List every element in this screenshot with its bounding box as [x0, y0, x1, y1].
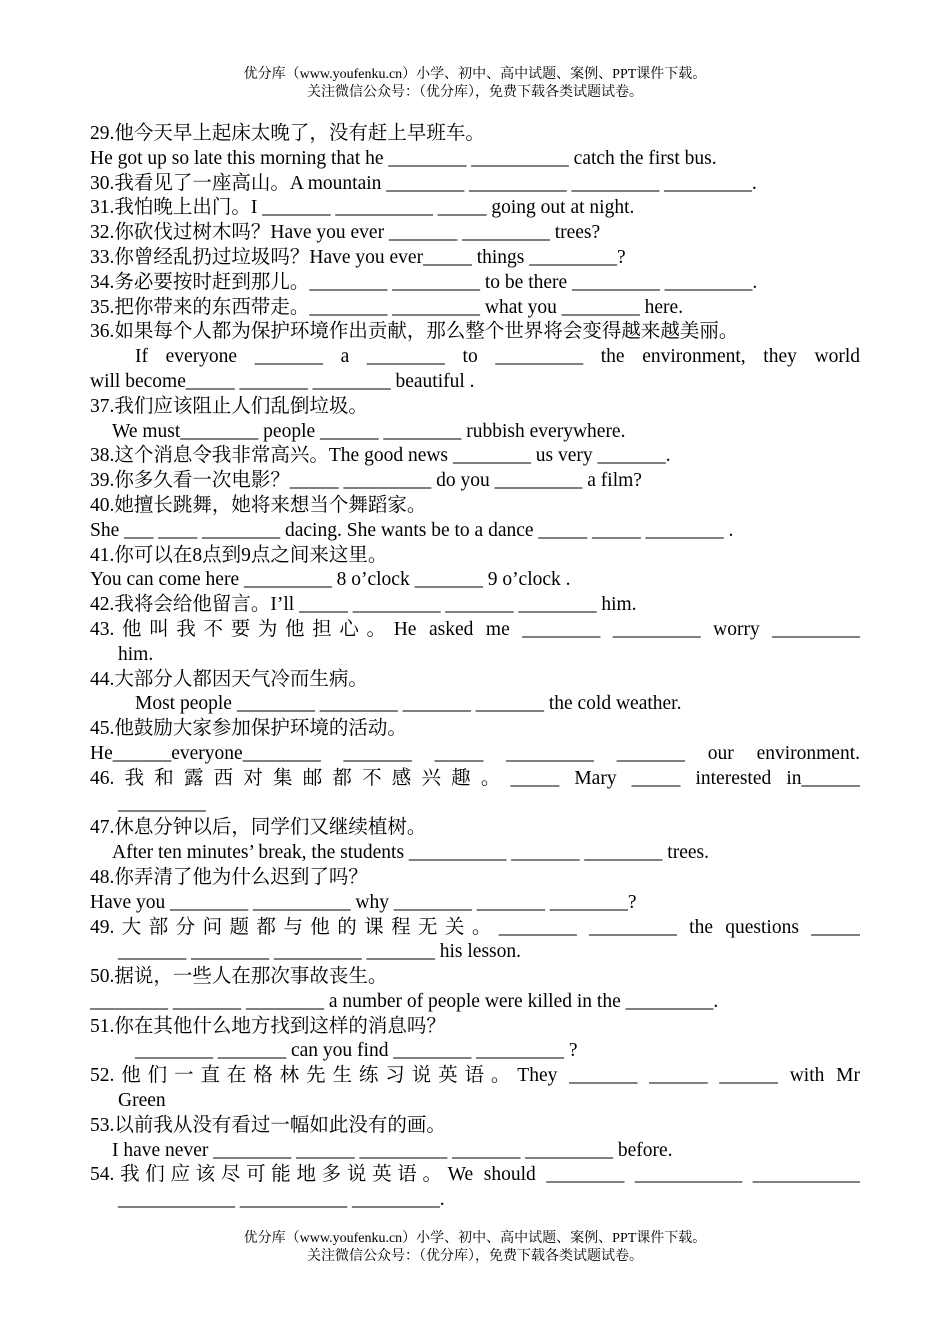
- exercise-line: She ___ ____ ________ dacing. She wants be to a dance _____ _____ ________ .: [90, 519, 734, 541]
- exercise-line: 31.我怕晚上出门。I _______ __________ _____ going out at night.: [90, 197, 635, 219]
- exercise-line: _________: [118, 792, 206, 814]
- exercise-line: 30.我看见了一座高山。A mountain ________ __________ _________ _________.: [90, 172, 757, 194]
- exercise-line: 32.你砍伐过树木吗？Have you ever _______ _________ trees?: [90, 222, 601, 244]
- exercise-line: You can come here _________ 8 o’clock _______ 9 o’clock .: [90, 569, 571, 591]
- exercise-line: If everyone _______ a ________ to _________ the environment, they world: [135, 346, 860, 368]
- exercise-line: After ten minutes’ break, the students __________ _______ ________ trees.: [112, 842, 709, 864]
- header-line-2: 关注微信公众号：（优分库），免费下载各类试题试卷。: [307, 85, 643, 100]
- exercise-line: 34.务必要按时赶到那儿。________ _________ to be there _________ _________.: [90, 271, 758, 293]
- exercise-line: 53.以前我从没有看过一幅如此没有的画。: [90, 1114, 446, 1136]
- exercise-line: 45.他鼓励大家参加保护环境的活动。: [90, 718, 407, 740]
- exercise-line: I have never ________ ______ _________ _______ _________ before.: [112, 1139, 673, 1161]
- exercise-line: We must________ people ______ ________ rubbish everywhere.: [112, 420, 626, 442]
- exercise-line: 50.据说，一些人在那次事故丧生。: [90, 966, 388, 988]
- exercise-line: ________ _______ ________ a number of people were killed in the _________.: [90, 990, 719, 1012]
- exercise-line: Green: [118, 1090, 166, 1112]
- exercise-line: Have you ________ __________ why ________ _______ ________?: [90, 891, 637, 913]
- exercise-line: 43.他叫我不要为他担心。He asked me ________ _________ worry _________: [90, 618, 860, 640]
- exercise-line: He______everyone________ _______ _____ _________ _______ our environment.: [90, 742, 860, 764]
- page-header: [0, 66, 950, 102]
- exercise-line: 49.大部分问题都与他的课程无关。________ _________ the questions _____: [90, 916, 860, 938]
- exercise-line: 47.休息分钟以后，同学们又继续植树。: [90, 817, 427, 839]
- footer-line-2: 关注微信公众号：（优分库），免费下载各类试题试卷。: [307, 1249, 643, 1264]
- exercise-line: 41.你可以在8点到9点之间来这里。: [90, 544, 388, 566]
- exercise-line: 29.他今天早上起床太晚了，没有赶上早班车。: [90, 123, 485, 144]
- exercise-line: 46.我和露西对集邮都不感兴趣。_____ Mary _____ interested in______: [90, 767, 860, 789]
- exercise-line: 33.你曾经乱扔过垃圾吗？Have you ever_____ things _________?: [90, 246, 626, 268]
- exercise-line: _______ ________ _________ _______ his lesson.: [118, 941, 522, 963]
- exercise-line: 39.你多久看一次电影？_____ _________ do you _________ a film?: [90, 470, 642, 492]
- footer-line-1: 优分库（www.youfenku.cn）小学、初中、高中试题、案例、PPT课件下载。: [243, 1231, 707, 1246]
- exercise-line: 44.大部分人都因天气冷而生病。: [90, 668, 368, 690]
- exercise-line: 40.她擅长跳舞，她将来想当个舞蹈家。: [90, 494, 427, 516]
- exercise-line: 35.把你带来的东西带走。________ _________ what you ________ here.: [90, 296, 684, 318]
- exercise-line: 36.如果每个人都为保护环境作出贡献，那么整个世界将会变得越来越美丽。: [90, 321, 739, 343]
- exercise-body: [90, 122, 860, 1213]
- exercise-line: Most people ________ ________ _______ _______ the cold weather.: [135, 693, 682, 715]
- exercise-line: 51.你在其他什么地方找到这样的消息吗？: [90, 1015, 446, 1037]
- exercise-line: He got up so late this morning that he ________ __________ catch the first bus.: [90, 147, 717, 169]
- exercise-line: ____________ ___________ _________.: [118, 1189, 445, 1211]
- exercise-line: him.: [118, 643, 154, 665]
- exercise-line: will become_____ _______ ________ beautiful .: [90, 370, 475, 392]
- page-footer: [0, 1230, 950, 1266]
- exercise-line: 48.你弄清了他为什么迟到了吗？: [90, 866, 368, 888]
- exercise-line: 52.他们一直在格林先生练习说英语。They _______ ______ ______ with Mr: [90, 1065, 860, 1087]
- exercise-line: 37.我们应该阻止人们乱倒垃圾。: [90, 395, 368, 417]
- header-line-1: 优分库（www.youfenku.cn）小学、初中、高中试题、案例、PPT课件下载。: [243, 67, 707, 82]
- exercise-line: 54.我们应该尽可能地多说英语。We should ________ ___________ ___________: [90, 1164, 860, 1186]
- exercise-line: 38.这个消息令我非常高兴。The good news ________ us very _______.: [90, 445, 671, 467]
- exercise-line: ________ _______ can you find ________ _________ ?: [135, 1040, 578, 1062]
- exercise-line: 42.我将会给他留言。I’ll _____ _________ _______ ________ him.: [90, 594, 637, 616]
